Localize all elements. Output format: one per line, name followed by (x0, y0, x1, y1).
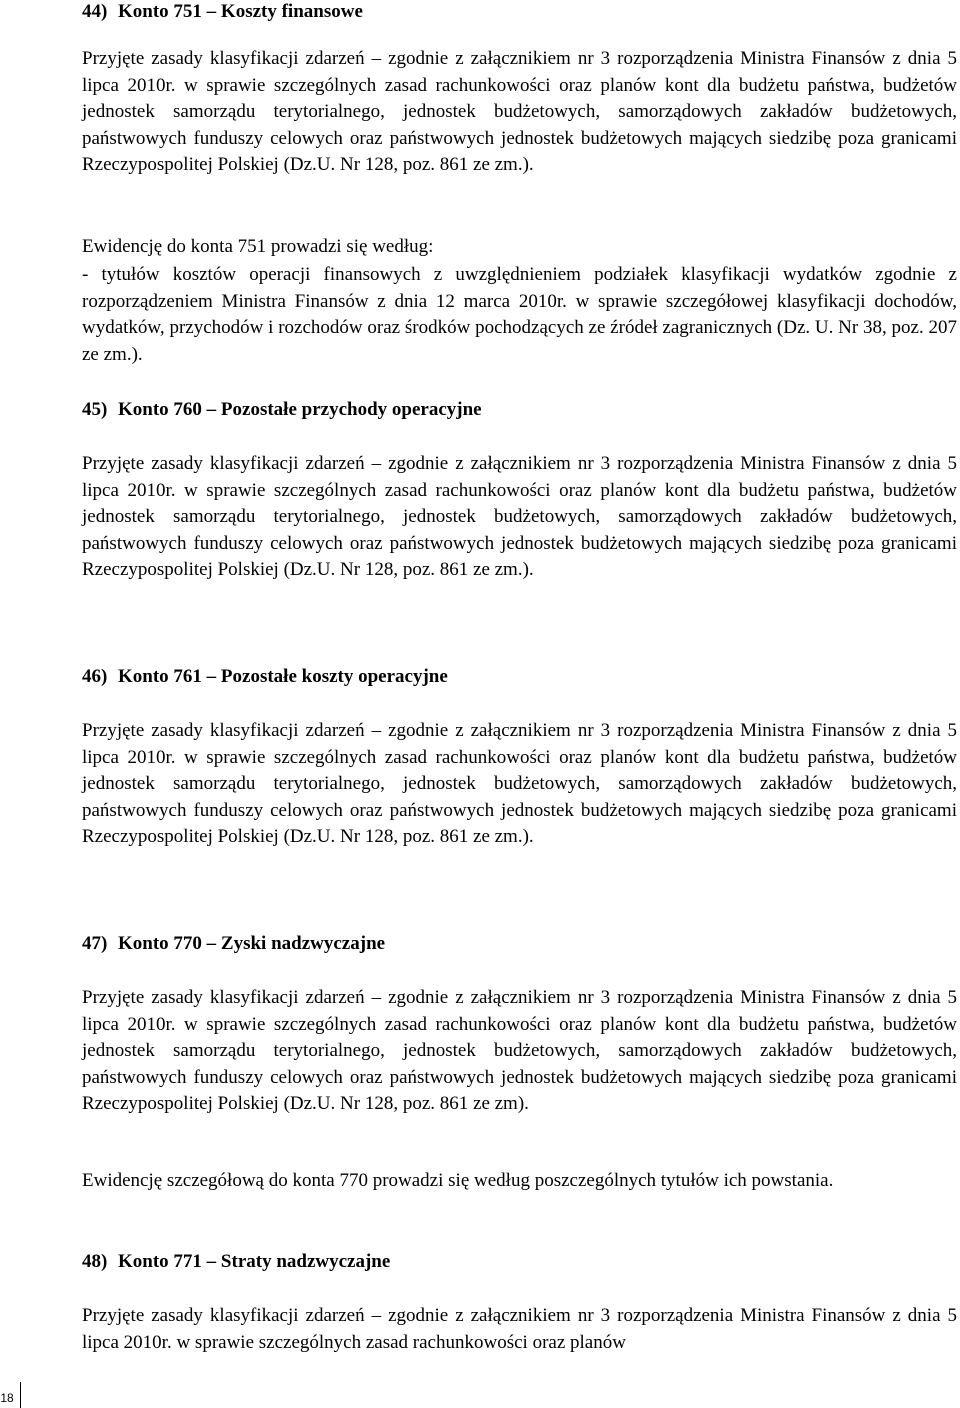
page-number-divider (20, 1382, 21, 1408)
section-title: Konto 760 – Pozostałe przychody operacyjne (118, 399, 482, 420)
section-heading (82, 398, 957, 422)
paragraph: Ewidencję do konta 751 prowadzi się według: (82, 236, 434, 257)
paragraph: Przyjęte zasady klasyfikacji zdarzeń – zgodnie z załącznikiem nr 3 rozporządzenia Ministra Finansów z dnia 5 lipca 2010r. w sprawie szczególnych zasad rachunkowości oraz planów (82, 1305, 957, 1353)
paragraph: Przyjęte zasady klasyfikacji zdarzeń – zgodnie z załącznikiem nr 3 rozporządzenia Ministra Finansów z dnia 5 lipca 2010r. w sprawie szczególnych zasad rachunkowości oraz planów kont dla budżetu państwa, budżetów jednostek samorządu terytorialnego, jednostek budżetowych, samorządowych zakładów budżetowych, państwowych funduszy celowych oraz państwowych jednostek budżetowych mających siedzibę poza granicami Rzeczypospolitej Polskiej (Dz.U. Nr 128, poz. 861 ze zm.). (82, 453, 957, 581)
section-title: Konto 771 – Straty nadzwyczajne (118, 1251, 391, 1272)
paragraph: Przyjęte zasady klasyfikacji zdarzeń – zgodnie z załącznikiem nr 3 rozporządzenia Ministra Finansów z dnia 5 lipca 2010r. w sprawie szczególnych zasad rachunkowości oraz planów kont dla budżetu państwa, budżetów jednostek samorządu terytorialnego, jednostek budżetowych, samorządowych zakładów budżetowych, państwowych funduszy celowych oraz państwowych jednostek budżetowych mających siedzibę poza granicami Rzeczypospolitej Polskiej (Dz.U. Nr 128, poz. 861 ze zm.). (82, 48, 957, 176)
section-number: 48) (82, 1251, 108, 1272)
section-number: 47) (82, 933, 108, 954)
section-number: 45) (82, 399, 108, 420)
section-title: Konto 770 – Zyski nadzwyczajne (118, 933, 386, 954)
section-number: 46) (82, 666, 108, 687)
page-number: 18 (0, 1391, 14, 1405)
paragraph: Przyjęte zasady klasyfikacji zdarzeń – zgodnie z załącznikiem nr 3 rozporządzenia Ministra Finansów z dnia 5 lipca 2010r. w sprawie szczególnych zasad rachunkowości oraz planów kont dla budżetu państwa, budżetów jednostek samorządu terytorialnego, jednostek budżetowych, samorządowych zakładów budżetowych, państwowych funduszy celowych oraz państwowych jednostek budżetowych mających siedzibę poza granicami Rzeczypospolitej Polskiej (Dz.U. Nr 128, poz. 861 ze zm). (82, 987, 957, 1115)
section-heading (82, 932, 957, 956)
section-title: Konto 761 – Pozostałe koszty operacyjne (118, 666, 448, 687)
section-title: Konto 751 – Koszty finansowe (118, 1, 363, 22)
section-number: 44) (82, 1, 108, 22)
section-heading (82, 665, 957, 689)
paragraph: Przyjęte zasady klasyfikacji zdarzeń – zgodnie z załącznikiem nr 3 rozporządzenia Ministra Finansów z dnia 5 lipca 2010r. w sprawie szczególnych zasad rachunkowości oraz planów kont dla budżetu państwa, budżetów jednostek samorządu terytorialnego, jednostek budżetowych, samorządowych zakładów budżetowych, państwowych funduszy celowych oraz państwowych jednostek budżetowych mających siedzibę poza granicami Rzeczypospolitej Polskiej (Dz.U. Nr 128, poz. 861 ze zm.). (82, 720, 957, 848)
section-heading (82, 0, 957, 24)
paragraph: - tytułów kosztów operacji finansowych z uwzględnieniem podziałek klasyfikacji wydatków zgodnie z rozporządzeniem Ministra Finansów z dnia 12 marca 2010r. w sprawie szczegółowej klasyfikacji dochodów, wydatków, przychodów i rozchodów oraz środków pochodzących ze źródeł zagranicznych (Dz. U. Nr 38, poz. 207 ze zm.). (82, 264, 957, 365)
section-heading (82, 1250, 957, 1274)
paragraph: Ewidencję szczegółową do konta 770 prowadzi się według poszczególnych tytułów ich powstania. (82, 1170, 834, 1191)
